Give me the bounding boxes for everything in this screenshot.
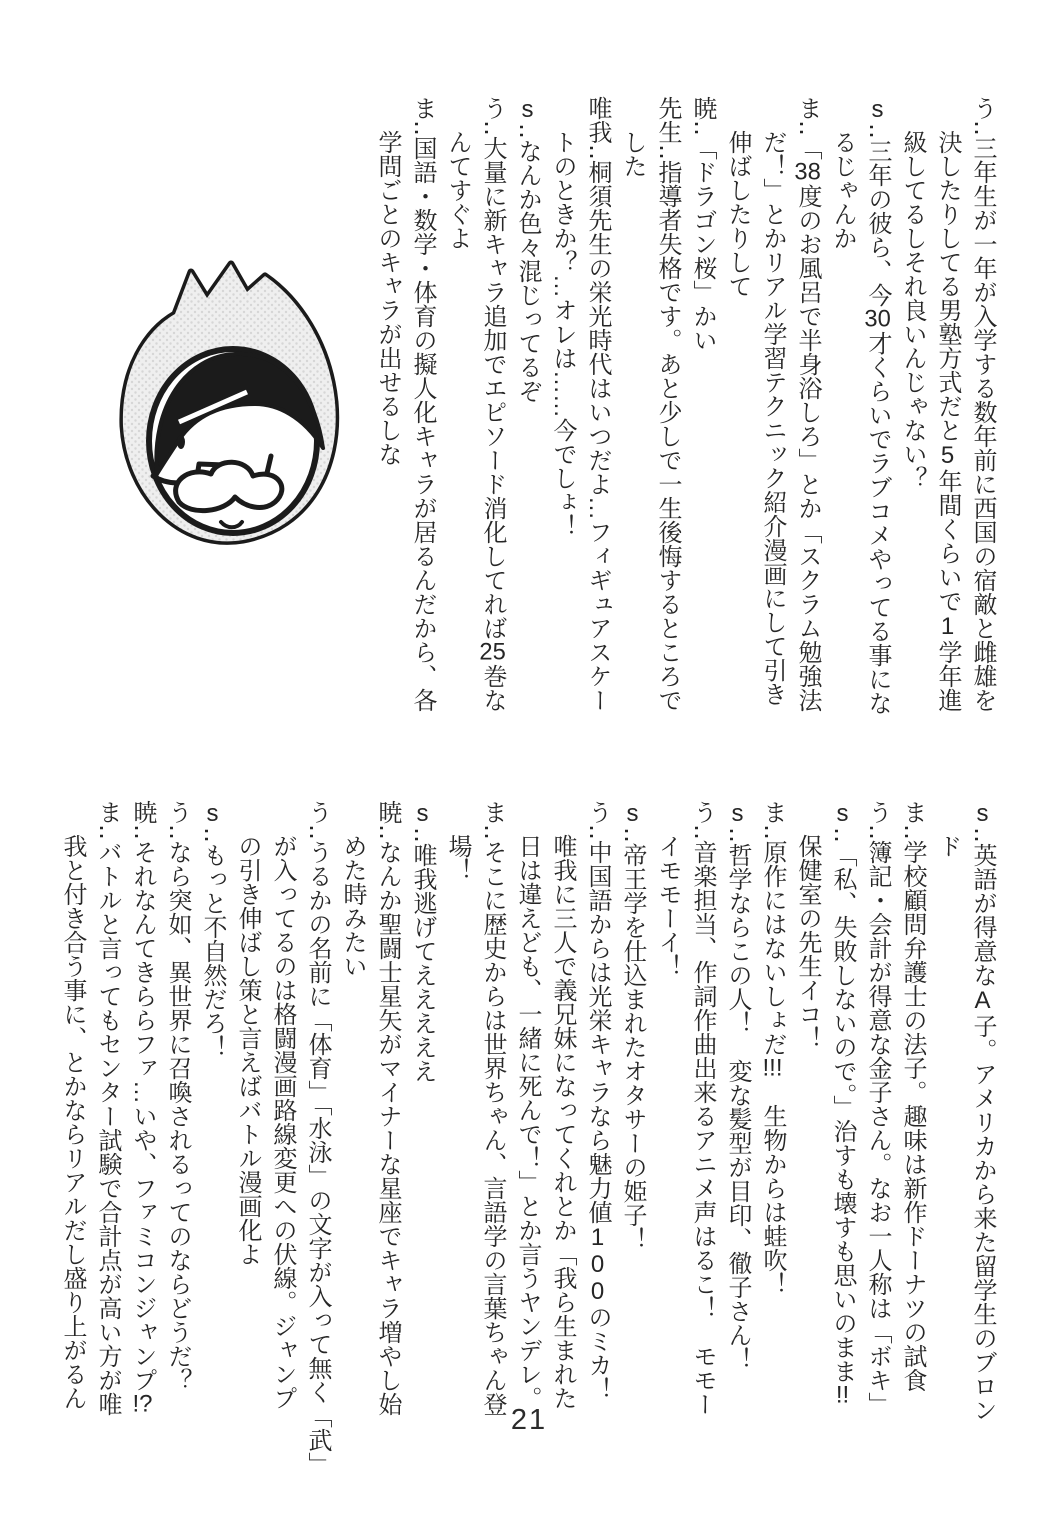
top-dialogue <box>370 96 1000 758</box>
dialogue-line-continuation: 唯我に三人で義兄妹になってくれとか「我ら生まれた <box>549 834 576 1410</box>
dialogue-line-continuation: イモモーイ！ <box>654 834 681 978</box>
utterance <box>125 800 160 1492</box>
utterance <box>160 800 195 1492</box>
utterance <box>895 96 1000 758</box>
dialogue-line-start: う‥音楽担当、作詞作曲出来るアニメ声はるこ！ モモー <box>689 800 716 1417</box>
dialogue-line-continuation: 級してるしそれ良いんじゃない？ <box>899 130 926 490</box>
dialogue-line-start: s‥なんか色々混じってるぞ <box>514 96 541 404</box>
dialogue-line-continuation: した <box>619 130 646 178</box>
utterance <box>335 800 405 1492</box>
dialogue-line-start: ま‥原作にはないしょだ!!! 生物からは蛙吹！ <box>759 800 786 1297</box>
utterance <box>440 96 510 758</box>
bottom-dialogue <box>55 800 1000 1492</box>
dialogue-line-continuation: 我と付き合う事に、とかならリアルだし盛り上がるん <box>59 834 86 1410</box>
dialogue-line-start: s‥「私、失敗しないので。」治すも壊すも思いのまま!! <box>829 800 856 1408</box>
dialogue-line-continuation: 伸ばしたりして <box>724 130 751 298</box>
utterance <box>685 96 720 758</box>
dialogue-line-continuation: めた時みたい <box>339 834 366 978</box>
utterance <box>55 800 125 1492</box>
utterance <box>720 96 825 758</box>
dialogue-line-start: う‥簿記・会計が得意な金子さん。なお一人称は「ボキ」 <box>864 800 891 1417</box>
dialogue-line-start: s‥哲学ならこの人！ 変な髪型が目印、徹子さん！ <box>724 800 751 1372</box>
dialogue-line-start: s‥唯我逃げてえええええ <box>409 800 436 1084</box>
dialogue-line-start: ま‥国語・数学・体育の擬人化キャラが居るんだから、各 <box>409 96 436 713</box>
dialogue-line-start: う‥中国語からは光栄キャラなら魅力値100のミカ！ <box>584 800 611 1402</box>
utterance <box>405 800 440 1492</box>
utterance <box>510 96 545 758</box>
dialogue-line-continuation: 保健室の先生イコ！ <box>794 834 821 1050</box>
dialogue-line-start: う‥うるかの名前に「体育」「水泳」の文字が入って無く「武」 <box>304 800 331 1477</box>
utterance <box>650 800 720 1492</box>
utterance <box>510 800 615 1492</box>
dialogue-line-continuation: んてすぐよ <box>444 130 471 250</box>
dialogue-line-start: ま‥バトルと言ってもセンター試験で合計点が高い方が唯 <box>94 800 121 1417</box>
dialogue-line-continuation: の引き伸ばし策と言えばバトル漫画化よ <box>234 834 261 1266</box>
utterance <box>720 800 755 1492</box>
dialogue-line-start: 唯我‥桐須先生の栄光時代はいつだよ…フィギュアスケー <box>584 96 611 713</box>
dialogue-line-start: う‥大量に新キャラ追加でエピソード消化してれば25巻な <box>479 96 506 713</box>
utterance <box>440 800 510 1492</box>
dialogue-line-continuation: 学問ごとのキャラが出せるしな <box>374 130 401 466</box>
dialogue-line-continuation: トのときか？…オレは……今でしょ！ <box>549 130 576 538</box>
dialogue-line-start: 先生‥指導者失格です。あと少しで一生後悔するところで <box>654 96 681 713</box>
dialogue-line-start: う‥なら突如、異世界に召喚されるってのならどうだ？ <box>164 800 191 1393</box>
utterance <box>755 800 790 1492</box>
utterance <box>790 800 860 1492</box>
dialogue-line-start: 暁‥なんか聖闘士星矢がマイナーな星座でキャラ増やし始 <box>374 800 401 1417</box>
utterance <box>615 800 650 1492</box>
dialogue-line-start: ま‥そこに歴史からは世界ちゃん、言語学の言葉ちゃん登 <box>479 800 506 1417</box>
dialogue-line-start: う‥三年生が一年が入学する数年前に西国の宿敵と雌雄を <box>969 96 996 713</box>
eye <box>177 435 185 449</box>
utterance <box>195 800 230 1492</box>
utterance <box>615 96 685 758</box>
utterance <box>230 800 335 1492</box>
utterance <box>370 96 440 758</box>
dialogue-line-start: s‥英語が得意なA子。アメリカから来た留学生のブロン <box>969 800 996 1423</box>
dialogue-line-start: ま‥「38度のお風呂で半身浴しろ」とか「スクラム勉強法 <box>794 96 821 713</box>
utterance <box>860 800 895 1492</box>
character-doodle-illustration <box>95 226 360 561</box>
utterance <box>825 96 895 758</box>
dialogue-line-continuation: 日は違えども、一緒に死んで！」とか言うヤンデレ。 <box>514 834 541 1410</box>
dialogue-line-start: s‥もっと不自然だろ！ <box>199 800 226 1060</box>
dialogue-line-continuation: だ！」とかリアル学習テクニック紹介漫画にして引き <box>759 130 786 706</box>
dialogue-line-continuation: 場！ <box>444 834 471 882</box>
utterance <box>930 800 1000 1492</box>
dialogue-line-continuation: が入ってるのは格闘漫画路線変更への伏線。ジャンプ <box>269 834 296 1410</box>
dialogue-line-start: ま‥学校顧問弁護士の法子。趣味は新作ドーナツの試食 <box>899 800 926 1393</box>
dialogue-line-continuation: ド <box>934 834 961 858</box>
dialogue-line-start: 暁‥「ドラゴン桜」かい <box>689 96 716 353</box>
utterance <box>895 800 930 1492</box>
dialogue-line-continuation: るじゃんか <box>829 130 856 250</box>
dialogue-line-start: s‥帝王学を仕込まれたオタサーの姫子！ <box>619 800 646 1252</box>
dialogue-line-start: 暁‥それなんてきららファ…いや、ファミコンジャンプ!? <box>129 800 156 1417</box>
utterance <box>545 96 615 758</box>
page-number: 21 <box>510 1404 548 1436</box>
dialogue-line-start: s‥三年の彼ら、今30才くらいでラブコメやってる事にな <box>864 96 891 716</box>
dialogue-line-continuation: 決したりしてる男塾方式だと5年間くらいで1学年進 <box>934 130 961 712</box>
